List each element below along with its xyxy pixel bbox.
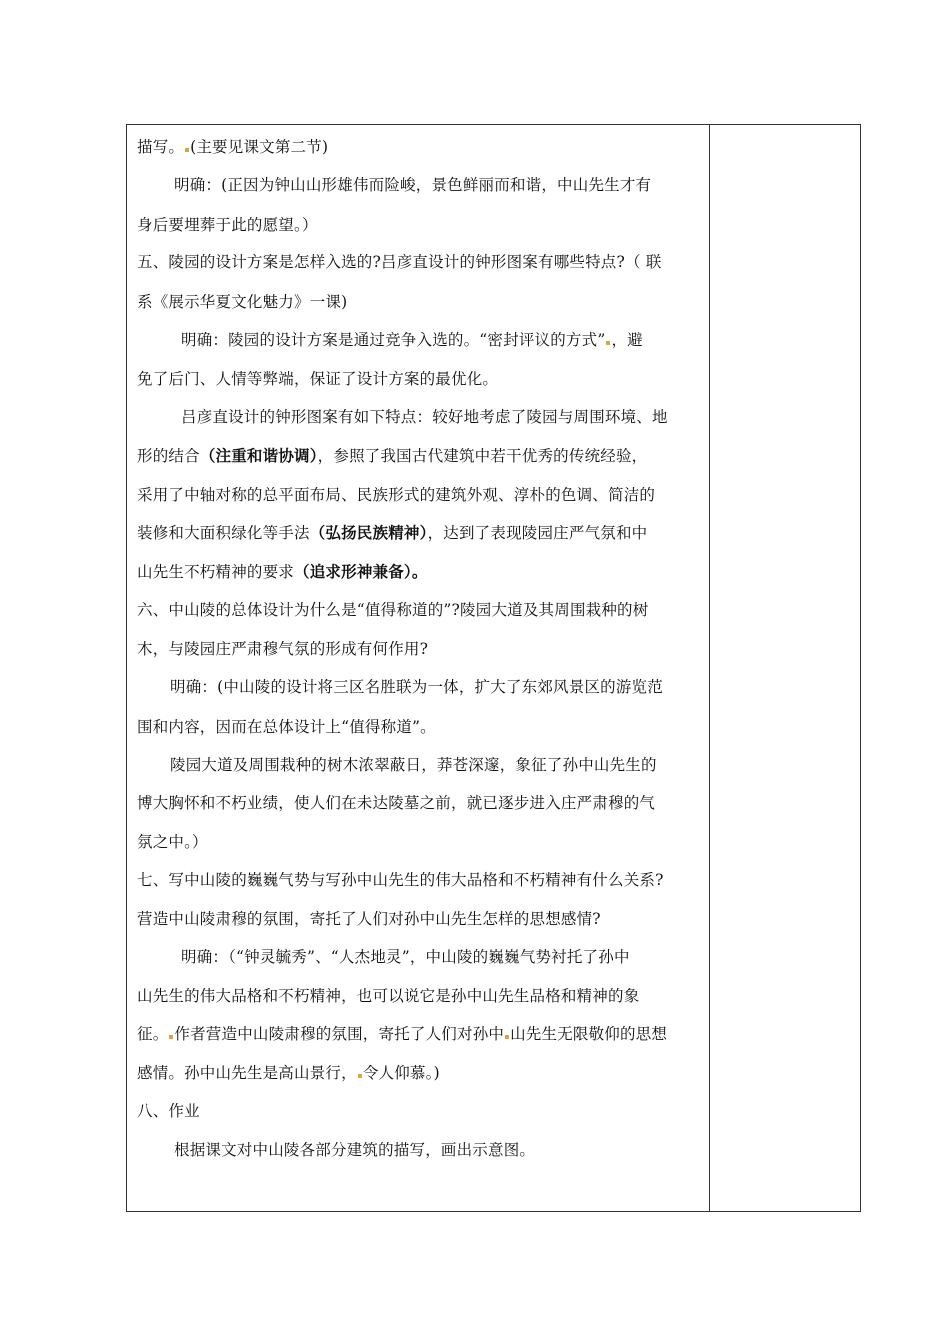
text-segment: 感情。孙中山先生是高山景行， <box>137 1064 357 1082</box>
text-segment: 装修和大面积绿化等手法 <box>137 524 310 542</box>
text-segment: 山先生的伟大品格和不朽精神，也可以说它是孙中山先生品格和精神的象 <box>137 987 640 1005</box>
text-line <box>137 443 647 469</box>
text-line <box>137 1137 535 1163</box>
text-line <box>137 752 657 778</box>
text-segment: 围和内容，因而在总体设计上“值得称道”。 <box>137 718 436 736</box>
text-line <box>137 1021 667 1047</box>
text-segment: 吕彦直设计的钟形图案有如下特点：较好地考虑了陵园与周围环境、地 <box>181 408 668 426</box>
marker-dot <box>606 341 610 345</box>
text-line <box>137 366 498 392</box>
text-segment: 免了后门、人情等弊端，保证了设计方案的最优化。 <box>137 370 499 388</box>
text-segment: 八、作业 <box>137 1102 200 1120</box>
text-segment: 陵园大道及周围栽种的树木浓翠蔽日，莽苍深邃，象征了孙中山先生的 <box>170 756 657 774</box>
text-line <box>137 134 328 160</box>
text-segment: 征。 <box>137 1025 169 1043</box>
text-segment: 令人仰慕。) <box>362 1064 440 1082</box>
marker-dot <box>505 1035 509 1039</box>
text-segment: ，避 <box>611 331 643 349</box>
text-segment: 六、中山陵的总体设计为什么是“值得称道的”?陵园大道及其周围栽种的树 <box>137 601 649 619</box>
text-segment: 描写。 <box>137 138 185 156</box>
text-segment: 山先生无限敬仰的思想 <box>510 1025 668 1043</box>
marker-dot <box>358 1074 362 1078</box>
text-segment: 木，与陵园庄严肃穆气氛的形成有何作用? <box>137 640 429 658</box>
text-segment: 采用了中轴对称的总平面布局、民族形式的建筑外观、淳朴的色调、简洁的 <box>137 486 656 504</box>
text-line <box>137 597 648 623</box>
text-segment: 作者营造中山陵肃穆的氛围，寄托了人们对孙中 <box>174 1025 505 1043</box>
text-line <box>137 906 601 932</box>
text-line <box>137 1060 440 1086</box>
marker-dot <box>185 148 189 152</box>
text-segment: 营造中山陵肃穆的氛围，寄托了人们对孙中山先生怎样的思想感情? <box>137 910 601 928</box>
text-line <box>137 674 663 700</box>
text-segment: 明确：(中山陵的设计将三区名胜联为一体，扩大了东郊风景区的游览范 <box>170 678 663 696</box>
text-segment: 博大胸怀和不朽业绩，使人们在未达陵墓之前，就已逐步进入庄严肃穆的气 <box>137 794 656 812</box>
column-divider <box>709 125 710 1211</box>
text-segment: 明确：(正因为钟山山形雄伟而险峻，景色鲜丽而和谐，中山先生才有 <box>174 176 652 194</box>
marker-dot <box>169 1035 173 1039</box>
text-line <box>137 1098 200 1124</box>
text-line <box>137 172 651 198</box>
lesson-table <box>126 124 861 1212</box>
bold-text-segment: （弘扬民族精神） <box>309 523 428 542</box>
text-line <box>137 289 347 315</box>
text-segment: (主要见课文第二节) <box>190 138 329 156</box>
text-line <box>137 983 639 1009</box>
text-segment: 明确：（“钟灵毓秀”、“人杰地灵”，中山陵的巍巍气势衬托了孙中 <box>181 948 630 966</box>
text-segment: 七、写中山陵的巍巍气势与写孙中山先生的伟大品格和不朽精神有什么关系? <box>137 871 664 889</box>
text-line <box>137 212 318 238</box>
text-line <box>137 404 668 430</box>
text-line <box>137 829 208 855</box>
text-line <box>137 482 655 508</box>
text-segment: 五、陵园的设计方案是怎样入选的?吕彦直设计的钟形图案有哪些特点?（ 联 <box>137 253 662 271</box>
text-segment: ，参照了我国古代建筑中若干优秀的传统经验， <box>317 447 648 465</box>
text-line <box>137 636 428 662</box>
text-segment: ，达到了表现陵园庄严气氛和中 <box>427 524 648 542</box>
text-segment: 身后要埋葬于此的愿望。） <box>137 216 318 234</box>
text-segment: 根据课文对中山陵各部分建筑的描写，画出示意图。 <box>174 1141 536 1159</box>
text-line <box>137 867 664 893</box>
text-line <box>137 790 655 816</box>
text-line <box>137 520 647 546</box>
text-line <box>137 327 643 353</box>
text-segment: 氛之中。） <box>137 833 208 851</box>
bold-text-segment: （追求形神兼备）。 <box>294 562 428 581</box>
text-segment: 系《展示华夏文化魅力》一课) <box>137 293 348 311</box>
text-line <box>137 249 662 275</box>
text-line <box>137 714 436 740</box>
text-line <box>137 944 630 970</box>
bold-text-segment: （注重和谐协调） <box>199 446 318 465</box>
text-segment: 明确：陵园的设计方案是通过竞争入选的。“密封评议的方式” <box>181 331 606 349</box>
text-line <box>137 559 428 585</box>
text-segment: 形的结合 <box>137 447 200 465</box>
text-segment: 山先生不朽精神的要求 <box>137 563 295 581</box>
